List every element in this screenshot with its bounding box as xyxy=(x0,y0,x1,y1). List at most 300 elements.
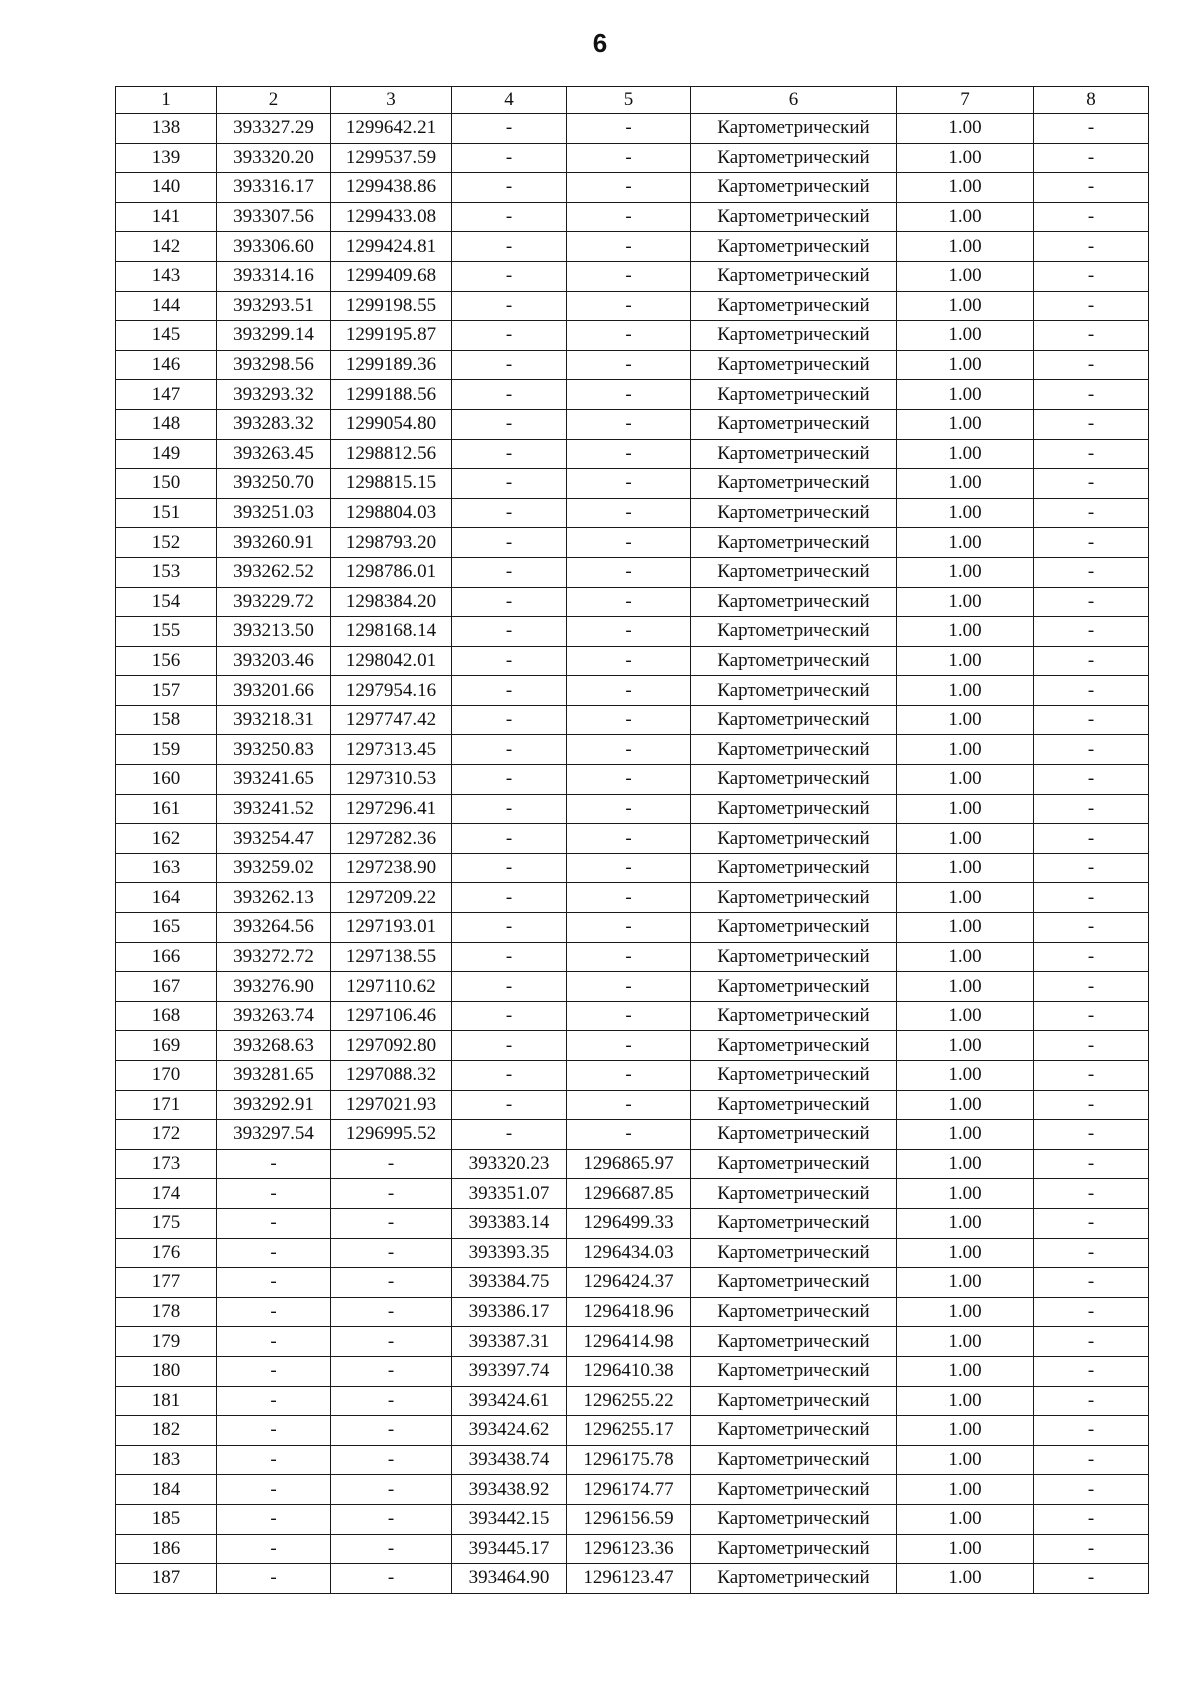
cell-note: - xyxy=(1034,765,1149,795)
cell-y-coordinate-new: - xyxy=(567,1061,691,1091)
cell-x-coordinate: 393218.31 xyxy=(217,705,331,735)
cell-y-coordinate: 1297021.93 xyxy=(331,1090,452,1120)
table-row xyxy=(116,824,1149,854)
cell-accuracy: 1.00 xyxy=(897,646,1034,676)
cell-y-coordinate: 1299189.36 xyxy=(331,350,452,380)
cell-point-number: 170 xyxy=(116,1061,217,1091)
cell-accuracy: 1.00 xyxy=(897,972,1034,1002)
cell-point-number: 138 xyxy=(116,114,217,144)
cell-y-coordinate-new: 1296255.17 xyxy=(567,1416,691,1446)
cell-point-number: 150 xyxy=(116,469,217,499)
cell-x-coordinate: 393297.54 xyxy=(217,1120,331,1150)
cell-note: - xyxy=(1034,380,1149,410)
cell-point-number: 160 xyxy=(116,765,217,795)
cell-method: Картометрический xyxy=(691,469,897,499)
cell-note: - xyxy=(1034,1534,1149,1564)
cell-note: - xyxy=(1034,1061,1149,1091)
cell-y-coordinate-new: - xyxy=(567,646,691,676)
cell-x-coordinate: 393241.52 xyxy=(217,794,331,824)
cell-method: Картометрический xyxy=(691,350,897,380)
cell-y-coordinate-new: - xyxy=(567,143,691,173)
cell-method: Картометрический xyxy=(691,1090,897,1120)
cell-x-coordinate: 393259.02 xyxy=(217,853,331,883)
table-row xyxy=(116,1031,1149,1061)
cell-method: Картометрический xyxy=(691,1268,897,1298)
cell-accuracy: 1.00 xyxy=(897,765,1034,795)
cell-point-number: 175 xyxy=(116,1208,217,1238)
table-row xyxy=(116,528,1149,558)
cell-y-coordinate: - xyxy=(331,1149,452,1179)
cell-y-coordinate-new: - xyxy=(567,735,691,765)
cell-method: Картометрический xyxy=(691,498,897,528)
table-row xyxy=(116,972,1149,1002)
table-row xyxy=(116,617,1149,647)
cell-y-coordinate-new: - xyxy=(567,972,691,1002)
cell-note: - xyxy=(1034,261,1149,291)
cell-method: Картометрический xyxy=(691,1238,897,1268)
cell-note: - xyxy=(1034,853,1149,883)
cell-y-coordinate-new: 1296156.59 xyxy=(567,1504,691,1534)
cell-accuracy: 1.00 xyxy=(897,528,1034,558)
column-header: 2 xyxy=(217,87,331,114)
cell-note: - xyxy=(1034,1416,1149,1446)
cell-method: Картометрический xyxy=(691,617,897,647)
table-row xyxy=(116,1268,1149,1298)
cell-point-number: 143 xyxy=(116,261,217,291)
cell-point-number: 163 xyxy=(116,853,217,883)
cell-accuracy: 1.00 xyxy=(897,380,1034,410)
cell-accuracy: 1.00 xyxy=(897,1031,1034,1061)
cell-y-coordinate: 1297088.32 xyxy=(331,1061,452,1091)
cell-x-coordinate-new: - xyxy=(452,557,567,587)
cell-y-coordinate: - xyxy=(331,1534,452,1564)
cell-point-number: 186 xyxy=(116,1534,217,1564)
cell-x-coordinate-new: 393320.23 xyxy=(452,1149,567,1179)
cell-x-coordinate-new: - xyxy=(452,942,567,972)
cell-point-number: 161 xyxy=(116,794,217,824)
cell-note: - xyxy=(1034,705,1149,735)
table-row xyxy=(116,913,1149,943)
cell-y-coordinate: 1299433.08 xyxy=(331,202,452,232)
cell-x-coordinate-new: 393386.17 xyxy=(452,1297,567,1327)
cell-x-coordinate-new: - xyxy=(452,469,567,499)
cell-note: - xyxy=(1034,587,1149,617)
cell-y-coordinate-new: 1296424.37 xyxy=(567,1268,691,1298)
cell-x-coordinate: 393251.03 xyxy=(217,498,331,528)
cell-method: Картометрический xyxy=(691,291,897,321)
table-row xyxy=(116,261,1149,291)
cell-y-coordinate-new: - xyxy=(567,1120,691,1150)
cell-accuracy: 1.00 xyxy=(897,439,1034,469)
cell-point-number: 139 xyxy=(116,143,217,173)
cell-y-coordinate-new: - xyxy=(567,705,691,735)
cell-accuracy: 1.00 xyxy=(897,1120,1034,1150)
table-row xyxy=(116,498,1149,528)
table-row xyxy=(116,765,1149,795)
cell-accuracy: 1.00 xyxy=(897,498,1034,528)
cell-x-coordinate-new: 393445.17 xyxy=(452,1534,567,1564)
cell-point-number: 181 xyxy=(116,1386,217,1416)
cell-accuracy: 1.00 xyxy=(897,1356,1034,1386)
cell-y-coordinate: 1297313.45 xyxy=(331,735,452,765)
cell-x-coordinate: 393262.52 xyxy=(217,557,331,587)
cell-x-coordinate-new: 393393.35 xyxy=(452,1238,567,1268)
table-row xyxy=(116,143,1149,173)
cell-accuracy: 1.00 xyxy=(897,1238,1034,1268)
table-row xyxy=(116,646,1149,676)
cell-y-coordinate: 1297092.80 xyxy=(331,1031,452,1061)
cell-x-coordinate-new: 393438.74 xyxy=(452,1445,567,1475)
cell-x-coordinate-new: - xyxy=(452,794,567,824)
cell-point-number: 174 xyxy=(116,1179,217,1209)
table-row xyxy=(116,173,1149,203)
cell-y-coordinate-new: - xyxy=(567,291,691,321)
cell-y-coordinate: - xyxy=(331,1268,452,1298)
cell-point-number: 169 xyxy=(116,1031,217,1061)
cell-y-coordinate: - xyxy=(331,1445,452,1475)
cell-point-number: 140 xyxy=(116,173,217,203)
table-row xyxy=(116,942,1149,972)
cell-y-coordinate-new: - xyxy=(567,617,691,647)
table-row xyxy=(116,409,1149,439)
cell-method: Картометрический xyxy=(691,1386,897,1416)
cell-accuracy: 1.00 xyxy=(897,735,1034,765)
cell-x-coordinate: 393250.70 xyxy=(217,469,331,499)
cell-note: - xyxy=(1034,1090,1149,1120)
cell-y-coordinate-new: - xyxy=(567,173,691,203)
cell-x-coordinate-new: 393397.74 xyxy=(452,1356,567,1386)
cell-accuracy: 1.00 xyxy=(897,232,1034,262)
cell-y-coordinate: 1298793.20 xyxy=(331,528,452,558)
table-row xyxy=(116,469,1149,499)
cell-y-coordinate-new: 1296418.96 xyxy=(567,1297,691,1327)
cell-x-coordinate-new: - xyxy=(452,972,567,1002)
cell-x-coordinate-new: - xyxy=(452,617,567,647)
cell-note: - xyxy=(1034,735,1149,765)
cell-method: Картометрический xyxy=(691,439,897,469)
cell-x-coordinate-new: 393442.15 xyxy=(452,1504,567,1534)
cell-x-coordinate-new: 393424.62 xyxy=(452,1416,567,1446)
cell-x-coordinate: 393293.32 xyxy=(217,380,331,410)
cell-x-coordinate: - xyxy=(217,1238,331,1268)
table-row xyxy=(116,1416,1149,1446)
cell-y-coordinate-new: 1296865.97 xyxy=(567,1149,691,1179)
coordinates-table xyxy=(115,86,1149,1594)
cell-y-coordinate-new: - xyxy=(567,321,691,351)
cell-x-coordinate-new: 393383.14 xyxy=(452,1208,567,1238)
cell-point-number: 168 xyxy=(116,1001,217,1031)
cell-y-coordinate: 1298168.14 xyxy=(331,617,452,647)
cell-y-coordinate-new: 1296434.03 xyxy=(567,1238,691,1268)
cell-note: - xyxy=(1034,646,1149,676)
table-row xyxy=(116,1356,1149,1386)
cell-y-coordinate: 1299054.80 xyxy=(331,409,452,439)
cell-y-coordinate: - xyxy=(331,1356,452,1386)
cell-accuracy: 1.00 xyxy=(897,676,1034,706)
cell-method: Картометрический xyxy=(691,232,897,262)
cell-y-coordinate-new: - xyxy=(567,261,691,291)
cell-accuracy: 1.00 xyxy=(897,1475,1034,1505)
cell-point-number: 177 xyxy=(116,1268,217,1298)
cell-method: Картометрический xyxy=(691,1445,897,1475)
cell-x-coordinate-new: - xyxy=(452,853,567,883)
cell-note: - xyxy=(1034,321,1149,351)
cell-x-coordinate: 393298.56 xyxy=(217,350,331,380)
cell-x-coordinate: - xyxy=(217,1297,331,1327)
cell-point-number: 148 xyxy=(116,409,217,439)
column-header: 4 xyxy=(452,87,567,114)
cell-y-coordinate-new: - xyxy=(567,1090,691,1120)
table-row xyxy=(116,439,1149,469)
cell-y-coordinate-new: - xyxy=(567,942,691,972)
cell-method: Картометрический xyxy=(691,824,897,854)
cell-note: - xyxy=(1034,1445,1149,1475)
table-row xyxy=(116,883,1149,913)
column-header: 3 xyxy=(331,87,452,114)
cell-note: - xyxy=(1034,1179,1149,1209)
column-header: 1 xyxy=(116,87,217,114)
cell-x-coordinate-new: - xyxy=(452,261,567,291)
cell-accuracy: 1.00 xyxy=(897,1001,1034,1031)
column-header: 6 xyxy=(691,87,897,114)
cell-x-coordinate-new: - xyxy=(452,883,567,913)
cell-x-coordinate: 393307.56 xyxy=(217,202,331,232)
cell-y-coordinate: - xyxy=(331,1475,452,1505)
cell-y-coordinate: 1299409.68 xyxy=(331,261,452,291)
cell-x-coordinate: 393229.72 xyxy=(217,587,331,617)
table-row xyxy=(116,1297,1149,1327)
cell-accuracy: 1.00 xyxy=(897,587,1034,617)
cell-x-coordinate: - xyxy=(217,1268,331,1298)
cell-note: - xyxy=(1034,557,1149,587)
cell-method: Картометрический xyxy=(691,587,897,617)
cell-x-coordinate: - xyxy=(217,1504,331,1534)
cell-x-coordinate: 393263.74 xyxy=(217,1001,331,1031)
cell-point-number: 158 xyxy=(116,705,217,735)
cell-x-coordinate-new: - xyxy=(452,202,567,232)
cell-method: Картометрический xyxy=(691,705,897,735)
cell-point-number: 156 xyxy=(116,646,217,676)
cell-y-coordinate: 1297106.46 xyxy=(331,1001,452,1031)
cell-accuracy: 1.00 xyxy=(897,824,1034,854)
cell-note: - xyxy=(1034,794,1149,824)
table-row xyxy=(116,1179,1149,1209)
cell-method: Картометрический xyxy=(691,1208,897,1238)
cell-method: Картометрический xyxy=(691,202,897,232)
cell-point-number: 147 xyxy=(116,380,217,410)
cell-x-coordinate: 393260.91 xyxy=(217,528,331,558)
table-row xyxy=(116,587,1149,617)
cell-y-coordinate: 1297310.53 xyxy=(331,765,452,795)
cell-point-number: 183 xyxy=(116,1445,217,1475)
cell-accuracy: 1.00 xyxy=(897,1297,1034,1327)
cell-point-number: 144 xyxy=(116,291,217,321)
cell-y-coordinate: 1298812.56 xyxy=(331,439,452,469)
cell-accuracy: 1.00 xyxy=(897,942,1034,972)
cell-note: - xyxy=(1034,1327,1149,1357)
cell-y-coordinate: - xyxy=(331,1386,452,1416)
cell-note: - xyxy=(1034,143,1149,173)
cell-note: - xyxy=(1034,291,1149,321)
table-row xyxy=(116,705,1149,735)
cell-note: - xyxy=(1034,528,1149,558)
cell-x-coordinate-new: 393384.75 xyxy=(452,1268,567,1298)
cell-x-coordinate: 393292.91 xyxy=(217,1090,331,1120)
cell-x-coordinate-new: - xyxy=(452,114,567,144)
cell-x-coordinate: - xyxy=(217,1416,331,1446)
cell-method: Картометрический xyxy=(691,1001,897,1031)
cell-note: - xyxy=(1034,883,1149,913)
cell-method: Картометрический xyxy=(691,321,897,351)
cell-y-coordinate-new: 1296687.85 xyxy=(567,1179,691,1209)
cell-x-coordinate-new: - xyxy=(452,1120,567,1150)
cell-note: - xyxy=(1034,350,1149,380)
cell-method: Картометрический xyxy=(691,557,897,587)
cell-x-coordinate: 393293.51 xyxy=(217,291,331,321)
cell-x-coordinate-new: - xyxy=(452,380,567,410)
cell-x-coordinate: 393306.60 xyxy=(217,232,331,262)
cell-point-number: 159 xyxy=(116,735,217,765)
cell-accuracy: 1.00 xyxy=(897,557,1034,587)
page-number: 6 xyxy=(592,28,608,58)
cell-point-number: 167 xyxy=(116,972,217,1002)
cell-y-coordinate-new: 1296255.22 xyxy=(567,1386,691,1416)
cell-y-coordinate-new: 1296499.33 xyxy=(567,1208,691,1238)
cell-y-coordinate-new: 1296410.38 xyxy=(567,1356,691,1386)
cell-point-number: 157 xyxy=(116,676,217,706)
cell-note: - xyxy=(1034,1031,1149,1061)
table-row xyxy=(116,735,1149,765)
cell-point-number: 141 xyxy=(116,202,217,232)
cell-y-coordinate-new: - xyxy=(567,498,691,528)
cell-y-coordinate: 1298804.03 xyxy=(331,498,452,528)
cell-x-coordinate: 393320.20 xyxy=(217,143,331,173)
cell-x-coordinate: 393316.17 xyxy=(217,173,331,203)
cell-accuracy: 1.00 xyxy=(897,173,1034,203)
cell-y-coordinate: 1299188.56 xyxy=(331,380,452,410)
cell-method: Картометрический xyxy=(691,173,897,203)
cell-y-coordinate: 1299438.86 xyxy=(331,173,452,203)
table-row xyxy=(116,232,1149,262)
cell-method: Картометрический xyxy=(691,765,897,795)
cell-x-coordinate-new: - xyxy=(452,528,567,558)
cell-point-number: 149 xyxy=(116,439,217,469)
cell-note: - xyxy=(1034,824,1149,854)
cell-method: Картометрический xyxy=(691,1031,897,1061)
cell-accuracy: 1.00 xyxy=(897,1179,1034,1209)
column-header: 5 xyxy=(567,87,691,114)
cell-point-number: 180 xyxy=(116,1356,217,1386)
table-row xyxy=(116,853,1149,883)
cell-x-coordinate-new: - xyxy=(452,676,567,706)
cell-y-coordinate: 1299424.81 xyxy=(331,232,452,262)
cell-point-number: 166 xyxy=(116,942,217,972)
table-row xyxy=(116,794,1149,824)
table-row xyxy=(116,1090,1149,1120)
cell-point-number: 176 xyxy=(116,1238,217,1268)
cell-x-coordinate: - xyxy=(217,1564,331,1594)
cell-accuracy: 1.00 xyxy=(897,202,1034,232)
cell-note: - xyxy=(1034,498,1149,528)
cell-y-coordinate: 1297747.42 xyxy=(331,705,452,735)
cell-note: - xyxy=(1034,1297,1149,1327)
cell-note: - xyxy=(1034,1001,1149,1031)
cell-note: - xyxy=(1034,1564,1149,1594)
cell-method: Картометрический xyxy=(691,676,897,706)
cell-x-coordinate: - xyxy=(217,1534,331,1564)
cell-x-coordinate-new: 393387.31 xyxy=(452,1327,567,1357)
cell-note: - xyxy=(1034,114,1149,144)
table-row xyxy=(116,1208,1149,1238)
cell-x-coordinate: 393281.65 xyxy=(217,1061,331,1091)
table-row xyxy=(116,1386,1149,1416)
cell-y-coordinate: 1297209.22 xyxy=(331,883,452,913)
cell-x-coordinate: - xyxy=(217,1149,331,1179)
cell-note: - xyxy=(1034,676,1149,706)
cell-accuracy: 1.00 xyxy=(897,321,1034,351)
table-row xyxy=(116,1475,1149,1505)
column-header: 7 xyxy=(897,87,1034,114)
cell-x-coordinate-new: - xyxy=(452,913,567,943)
cell-accuracy: 1.00 xyxy=(897,1149,1034,1179)
cell-accuracy: 1.00 xyxy=(897,883,1034,913)
cell-accuracy: 1.00 xyxy=(897,1534,1034,1564)
cell-y-coordinate-new: - xyxy=(567,439,691,469)
cell-x-coordinate: 393314.16 xyxy=(217,261,331,291)
cell-note: - xyxy=(1034,202,1149,232)
cell-y-coordinate: 1299195.87 xyxy=(331,321,452,351)
cell-method: Картометрический xyxy=(691,114,897,144)
cell-x-coordinate-new: - xyxy=(452,291,567,321)
cell-point-number: 154 xyxy=(116,587,217,617)
cell-note: - xyxy=(1034,1356,1149,1386)
cell-method: Картометрический xyxy=(691,528,897,558)
cell-y-coordinate-new: 1296174.77 xyxy=(567,1475,691,1505)
cell-x-coordinate-new: - xyxy=(452,350,567,380)
cell-x-coordinate: 393264.56 xyxy=(217,913,331,943)
table-row xyxy=(116,321,1149,351)
cell-x-coordinate: 393327.29 xyxy=(217,114,331,144)
cell-note: - xyxy=(1034,1386,1149,1416)
table-row xyxy=(116,1564,1149,1594)
table-row xyxy=(116,350,1149,380)
cell-x-coordinate: 393213.50 xyxy=(217,617,331,647)
cell-y-coordinate: 1297296.41 xyxy=(331,794,452,824)
cell-x-coordinate: - xyxy=(217,1208,331,1238)
cell-note: - xyxy=(1034,1475,1149,1505)
cell-y-coordinate: 1297138.55 xyxy=(331,942,452,972)
cell-method: Картометрический xyxy=(691,143,897,173)
cell-y-coordinate: 1299537.59 xyxy=(331,143,452,173)
cell-x-coordinate: 393201.66 xyxy=(217,676,331,706)
cell-accuracy: 1.00 xyxy=(897,469,1034,499)
table-row xyxy=(116,557,1149,587)
cell-x-coordinate-new: - xyxy=(452,409,567,439)
cell-method: Картометрический xyxy=(691,1327,897,1357)
cell-x-coordinate-new: - xyxy=(452,498,567,528)
cell-x-coordinate-new: - xyxy=(452,705,567,735)
column-header: 8 xyxy=(1034,87,1149,114)
table-row xyxy=(116,1445,1149,1475)
cell-point-number: 162 xyxy=(116,824,217,854)
cell-x-coordinate-new: - xyxy=(452,765,567,795)
cell-accuracy: 1.00 xyxy=(897,705,1034,735)
cell-y-coordinate: 1297238.90 xyxy=(331,853,452,883)
cell-point-number: 184 xyxy=(116,1475,217,1505)
cell-x-coordinate: 393283.32 xyxy=(217,409,331,439)
cell-accuracy: 1.00 xyxy=(897,143,1034,173)
cell-x-coordinate: 393272.72 xyxy=(217,942,331,972)
